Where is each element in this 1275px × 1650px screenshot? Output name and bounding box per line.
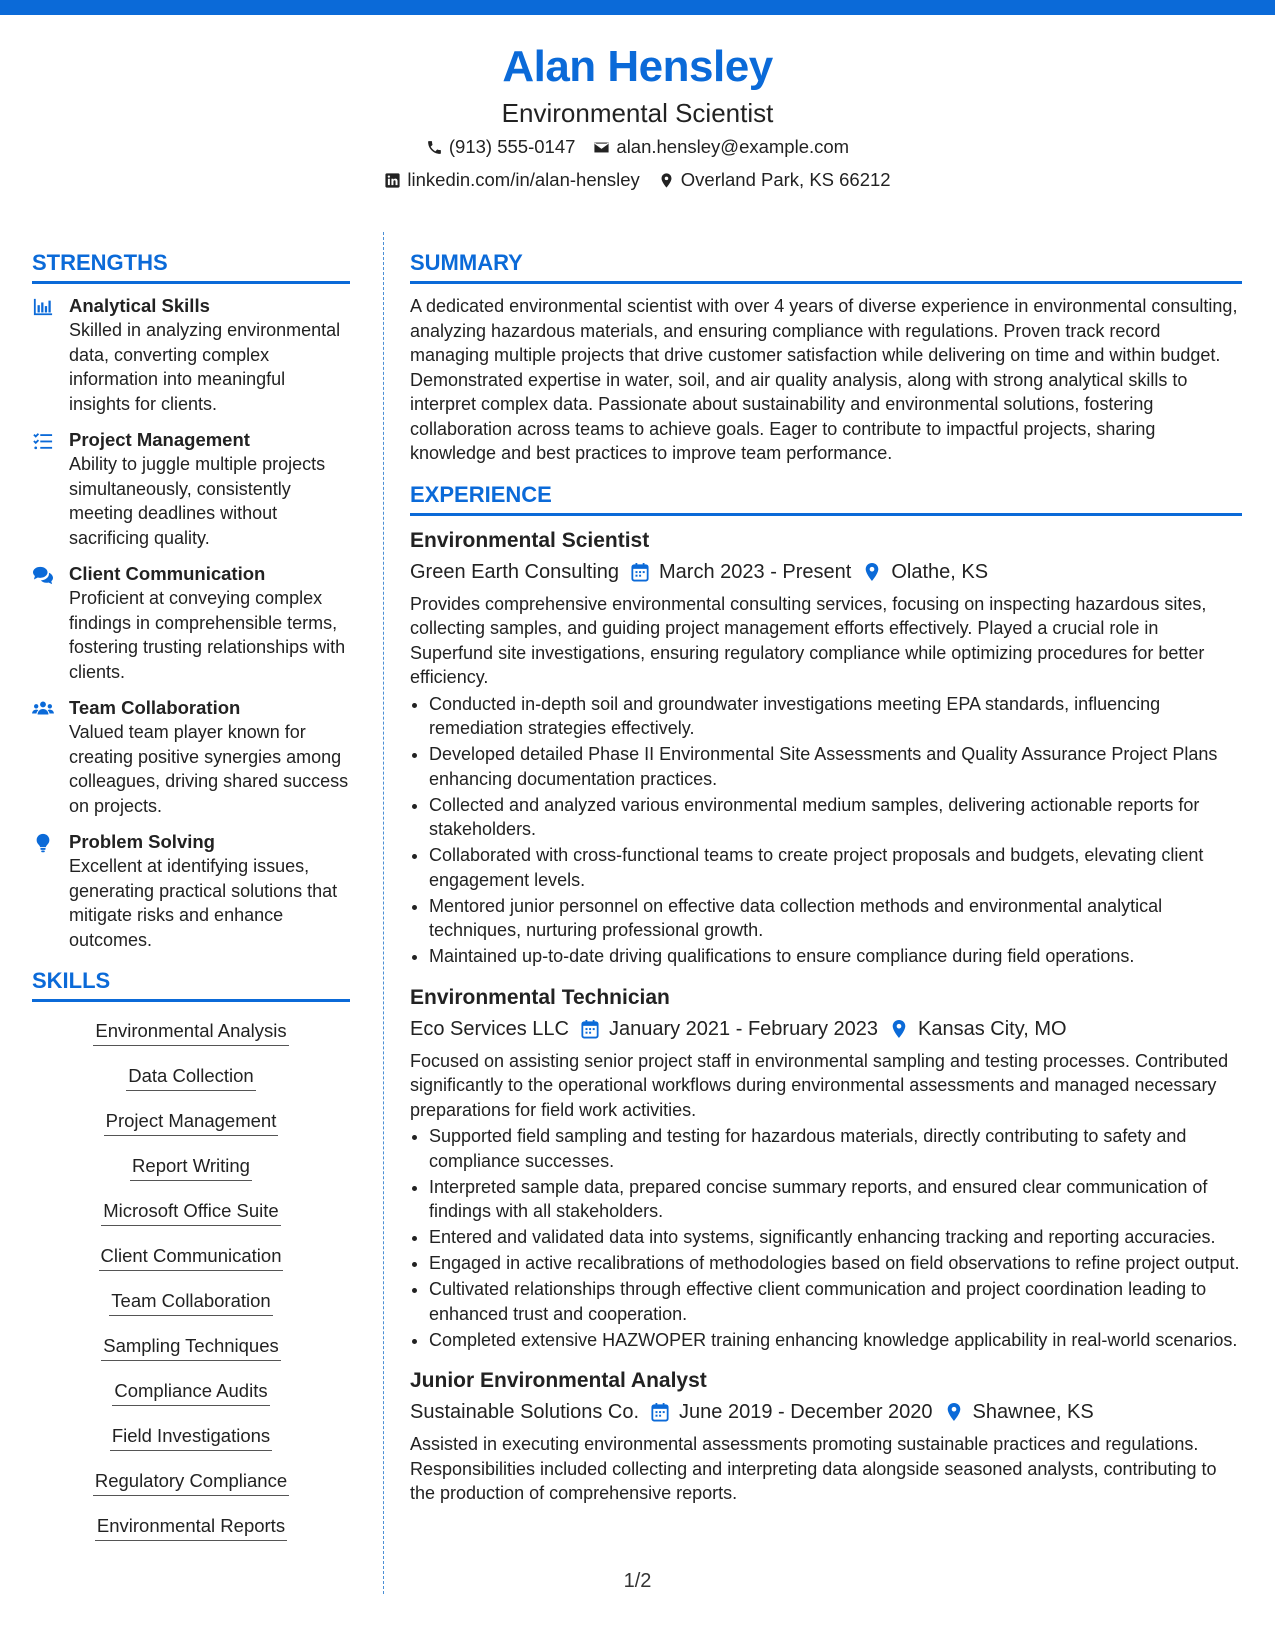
skill-tag: Environmental Analysis (93, 1018, 288, 1046)
job-description: Provides comprehensive environmental consulting services, focusing on inspecting hazardous sites, collecting samples, and guiding project management efforts effectively. Played a crucial role in Superfund site investigations, ensuring regulatory compliance while optimizing procedures for better efficiency. (410, 593, 1207, 687)
skill-tag: Environmental Reports (95, 1513, 287, 1541)
skill-tag: Sampling Techniques (101, 1333, 281, 1361)
strength-item (32, 294, 350, 416)
resume-header (0, 38, 1275, 196)
strength-item (32, 830, 350, 952)
summary-heading: SUMMARY (410, 248, 1242, 284)
job-bullet: • Entered and validated data into systems, significantly enhancing tracking and reporting accuracies. (429, 1225, 1242, 1250)
job-bullets (410, 692, 1242, 969)
job-bullet: • Interpreted sample data, prepared concise summary reports, and ensured clear communication of findings with all stakeholders. (429, 1175, 1242, 1224)
strength-desc: Proficient at conveying complex findings in comprehensible terms, fostering trusting relationships with clients. (69, 588, 346, 682)
job-description: Focused on assisting senior project staff in environmental sampling and testing processes. Contributed significantly to the operational workflows during environmental assessments and managed necessary preparations for field work activities. (410, 1050, 1229, 1120)
job-company: Sustainable Solutions Co. (410, 1401, 640, 1423)
phone-icon (426, 139, 443, 156)
job-bullet: • Mentored junior personnel on effective data collection methods and environmental analytical techniques, nurturing professional growth. (429, 894, 1242, 943)
candidate-title: Environmental Scientist (501, 98, 774, 128)
phone-contact[interactable] (426, 131, 576, 163)
job-dates: March 2023 - Present (659, 560, 852, 583)
job-dates: January 2021 - February 2023 (608, 1017, 879, 1040)
page-number: 1/2 (623, 1570, 652, 1592)
email-contact[interactable] (593, 131, 849, 163)
strength-desc: Skilled in analyzing environmental data, converting complex information into meaningful insights for clients. (69, 320, 341, 414)
skill-tag: Data Collection (126, 1063, 255, 1091)
calendar-icon (631, 562, 649, 582)
skills-list (32, 1018, 350, 1558)
job-description: Assisted in executing environmental assessments promoting sustainable practices and regulations. Responsibilities included collecting and interpreting data alongside seasoned analysts, contributing to the production of comprehensive reports. (410, 1434, 1217, 1503)
skill-tag: Microsoft Office Suite (101, 1198, 280, 1226)
job-meta (410, 1013, 1242, 1045)
top-accent-bar (0, 0, 1275, 15)
strength-title: Client Communication (69, 563, 266, 584)
job-location: Shawnee, KS (972, 1401, 1094, 1423)
strength-desc: Ability to juggle multiple projects simultaneously, consistently meeting deadlines without sacrificing quality. (69, 454, 326, 548)
map-pin-icon (863, 562, 881, 582)
location-contact (658, 164, 891, 196)
job-bullet: • Developed detailed Phase II Environmental Site Assessments and Quality Assurance Project Plans enhancing documentation practices. (429, 742, 1242, 791)
job-bullet: • Collaborated with cross-functional teams to create project proposals and budgets, elevating client engagement levels. (429, 843, 1242, 892)
calendar-icon (581, 1019, 599, 1039)
job-bullet: • Supported field sampling and testing for hazardous materials, directly contributing to safety and compliance successes. (429, 1124, 1242, 1173)
candidate-name: Alan Hensley (502, 42, 773, 91)
map-pin-icon (658, 172, 675, 189)
job-bullet: • Maintained up-to-date driving qualifications to ensure compliance during field operations. (429, 944, 1242, 969)
chat-bubbles-icon (32, 565, 54, 585)
strength-desc: Valued team player known for creating positive synergies among colleagues, driving shared success on projects. (69, 722, 349, 816)
job-bullet: • Conducted in-depth soil and groundwater investigations meeting EPA standards, influencing remediation strategies effectively. (429, 692, 1242, 741)
calendar-icon (651, 1402, 669, 1422)
email-text: alan.hensley@example.com (616, 136, 850, 157)
job-entry (410, 1366, 1242, 1506)
linkedin-icon (384, 172, 401, 189)
strength-title: Project Management (69, 429, 250, 450)
strength-item (32, 696, 350, 818)
skill-tag: Project Management (104, 1108, 279, 1136)
strength-desc: Excellent at identifying issues, generating practical solutions that mitigate risks and enhance outcomes. (69, 856, 338, 950)
job-title: Junior Environmental Analyst (410, 1369, 707, 1392)
strength-title: Analytical Skills (69, 295, 210, 316)
strengths-heading: STRENGTHS (32, 248, 350, 284)
skill-tag: Team Collaboration (109, 1288, 272, 1316)
job-bullet: • Completed extensive HAZWOPER training enhancing knowledge applicability in real-world scenarios. (429, 1328, 1242, 1353)
task-list-icon (32, 431, 54, 451)
job-company: Eco Services LLC (410, 1017, 569, 1040)
job-bullet: • Cultivated relationships through effective client communication and project coordination leading to enhanced trust and cooperation. (429, 1277, 1242, 1326)
skill-tag: Report Writing (130, 1153, 252, 1181)
map-pin-icon (945, 1402, 963, 1422)
location-text: Overland Park, KS 66212 (680, 169, 891, 190)
strength-title: Problem Solving (69, 831, 215, 852)
summary-text: A dedicated environmental scientist with over 4 years of diverse experience in environmental consulting, analyzing hazardous materials, and ensuring compliance with regulations. Proven track record managing multiple projects that drive customer satisfaction while delivering on time and within budget. Demonstrated expertise in water, soil, and air quality analysis, along with strong analytical skills to interpret complex data. Passionate about sustainability and environmental solutions, fostering collaboration across teams to achieve goals. Eager to contribute to impactful projects, sharing knowledge and best practices to improve team performance. (410, 296, 1238, 463)
job-entry (410, 526, 1242, 969)
contact-row-1 (0, 131, 1275, 163)
job-meta (410, 1396, 1242, 1428)
job-bullet: • Collected and analyzed various environmental medium samples, delivering actionable reports for stakeholders. (429, 793, 1242, 842)
job-bullet: • Engaged in active recalibrations of methodologies based on field observations to refine project output. (429, 1251, 1242, 1276)
job-bullets (410, 1124, 1242, 1352)
job-company: Green Earth Consulting (410, 560, 620, 583)
job-dates: June 2019 - December 2020 (679, 1401, 933, 1423)
contact-row-2 (0, 164, 1275, 196)
linkedin-text: linkedin.com/in/alan-hensley (407, 169, 640, 190)
strength-item (32, 428, 350, 550)
column-divider (383, 232, 384, 1594)
job-title: Environmental Technician (410, 985, 670, 1009)
job-meta (410, 556, 1242, 588)
skills-heading: SKILLS (32, 966, 350, 1002)
left-column (32, 248, 350, 1558)
users-icon (32, 699, 54, 719)
envelope-icon (593, 139, 610, 156)
right-column (410, 248, 1242, 1520)
skill-tag: Compliance Audits (112, 1378, 269, 1406)
job-entry (410, 983, 1242, 1353)
skill-tag: Field Investigations (110, 1423, 272, 1451)
strength-item (32, 562, 350, 684)
lightbulb-icon (32, 833, 54, 853)
experience-heading: EXPERIENCE (410, 480, 1242, 516)
job-location: Kansas City, MO (918, 1017, 1067, 1040)
strength-title: Team Collaboration (69, 697, 241, 718)
phone-text: (913) 555-0147 (448, 136, 576, 157)
bar-chart-icon (32, 297, 54, 317)
skill-tag: Regulatory Compliance (93, 1468, 289, 1496)
job-title: Environmental Scientist (410, 528, 650, 552)
map-pin-icon (890, 1019, 908, 1039)
job-location: Olathe, KS (891, 560, 989, 583)
linkedin-contact[interactable] (384, 164, 639, 196)
skill-tag: Client Communication (99, 1243, 284, 1271)
